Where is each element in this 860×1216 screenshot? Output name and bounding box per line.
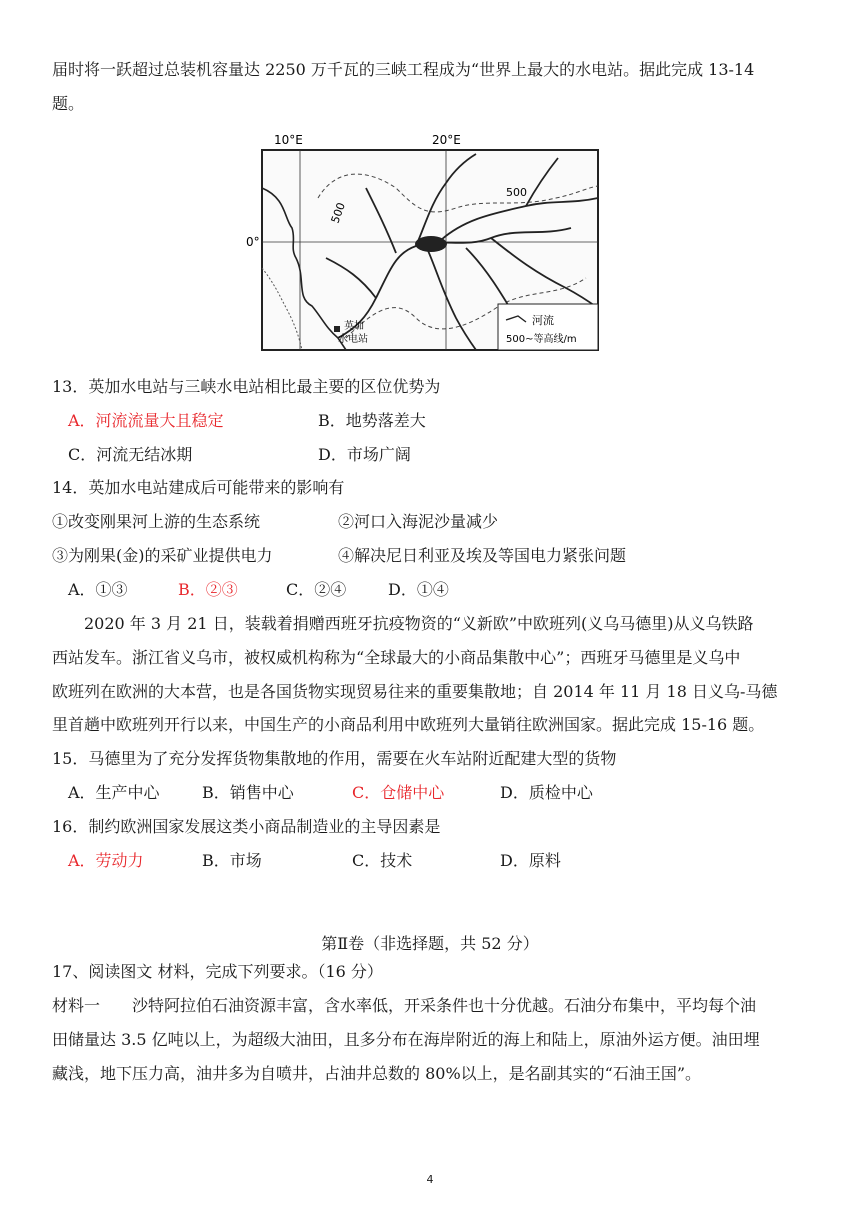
q17-stem: 17、阅读图文 材料，完成下列要求。（16 分） (52, 962, 383, 981)
page-number: 4 (426, 1173, 434, 1186)
q14-statement-3: ③为刚果(金)的采矿业提供电力 (52, 546, 273, 565)
q14-stem: 14．英加水电站建成后可能带来的影响有 (52, 478, 345, 497)
q17-material1-line-1: 材料一 沙特阿拉伯石油资源丰富，含水率低，开采条件也十分优越。石油分布集中，平均每个油 (52, 996, 757, 1015)
q14-statement-4: ④解决尼日利亚及埃及等国电力紧张问题 (338, 546, 627, 565)
congo-basin-map (226, 128, 636, 356)
passage2-line-1: 2020 年 3 月 21 日，装载着捐赠西班牙抗疫物资的“义新欧”中欧班列(义乌马德里)从义乌铁路 (84, 614, 754, 633)
q13-option-c: C．河流无结冰期 (68, 445, 193, 464)
q15-option-a: A．生产中心 (68, 783, 160, 802)
q13-option-b: B．地势落差大 (318, 411, 426, 430)
q16-option-c: C．技术 (352, 851, 413, 870)
legend-contour: 500~等高线/m (506, 334, 577, 345)
section2-title: 第Ⅱ卷（非选择题，共 52 分） (321, 934, 539, 953)
contour-label-b: 500 (506, 186, 527, 199)
lon-label-20e: 20°E (432, 133, 461, 147)
q14-statement-2: ②河口入海泥沙量减少 (338, 512, 499, 531)
q17-material1-line-3: 藏浅，地下压力高，油井多为自喷井，占油井总数的 80%以上，是名副其实的“石油王国”。 (52, 1064, 702, 1083)
station-marker (334, 326, 340, 332)
passage2-line-4: 里首趟中欧班列开行以来，中国生产的小商品利用中欧班列大量销往欧洲国家。据此完成 15-16 题。 (52, 715, 765, 734)
q14-statement-1: ①改变刚果河上游的生态系统 (52, 512, 261, 531)
intro-line-2: 题。 (52, 94, 85, 113)
q16-stem: 16．制约欧洲国家发展这类小商品制造业的主导因素是 (52, 817, 441, 836)
q15-stem: 15．马德里为了充分发挥货物集散地的作用，需要在火车站附近配建大型的货物 (52, 749, 617, 768)
contour-label-a: 500 (328, 200, 349, 226)
q13-stem: 13．英加水电站与三峡水电站相比最主要的区位优势为 (52, 377, 441, 396)
q14-option-a: A．①③ (68, 580, 128, 599)
q13-option-a: A．河流流量大且稳定 (68, 411, 224, 430)
q14-option-b: B．②③ (178, 580, 238, 599)
intro-line-1: 届时将一跃超过总装机容量达 2250 万千瓦的三峡工程成为“世界上最大的水电站。据此完成 13-14 (52, 60, 755, 79)
q16-option-d: D．原料 (500, 851, 561, 870)
q14-option-d: D．①④ (388, 580, 449, 599)
q15-option-c: C．仓储中心 (352, 783, 445, 802)
q13-option-d: D．市场广阔 (318, 445, 411, 464)
station-label-1: 英加 (344, 321, 364, 332)
legend-river: 河流 (532, 314, 554, 327)
q17-material1-line-2: 田储量达 3.5 亿吨以上，为超级大油田，且多分布在海岸附近的海上和陆上，原油外运方便。油田埋 (52, 1030, 760, 1049)
q16-option-b: B．市场 (202, 851, 262, 870)
q15-option-b: B．销售中心 (202, 783, 294, 802)
q15-option-d: D．质检中心 (500, 783, 593, 802)
lat-label-0: 0° (246, 235, 260, 249)
passage2-line-2: 西站发车。浙江省义乌市，被权威机构称为“全球最大的小商品集散中心”；西班牙马德里是义乌中 (52, 648, 741, 667)
lon-label-10e: 10°E (274, 133, 303, 147)
station-label-2: 水电站 (338, 334, 368, 345)
q14-option-c: C．②④ (286, 580, 347, 599)
lake (415, 236, 447, 252)
q16-option-a: A．劳动力 (68, 851, 144, 870)
passage2-line-3: 欧班列在欧洲的大本营，也是各国货物实现贸易往来的重要集散地；自 2014 年 11 月 18 日义乌-马德 (52, 682, 778, 701)
